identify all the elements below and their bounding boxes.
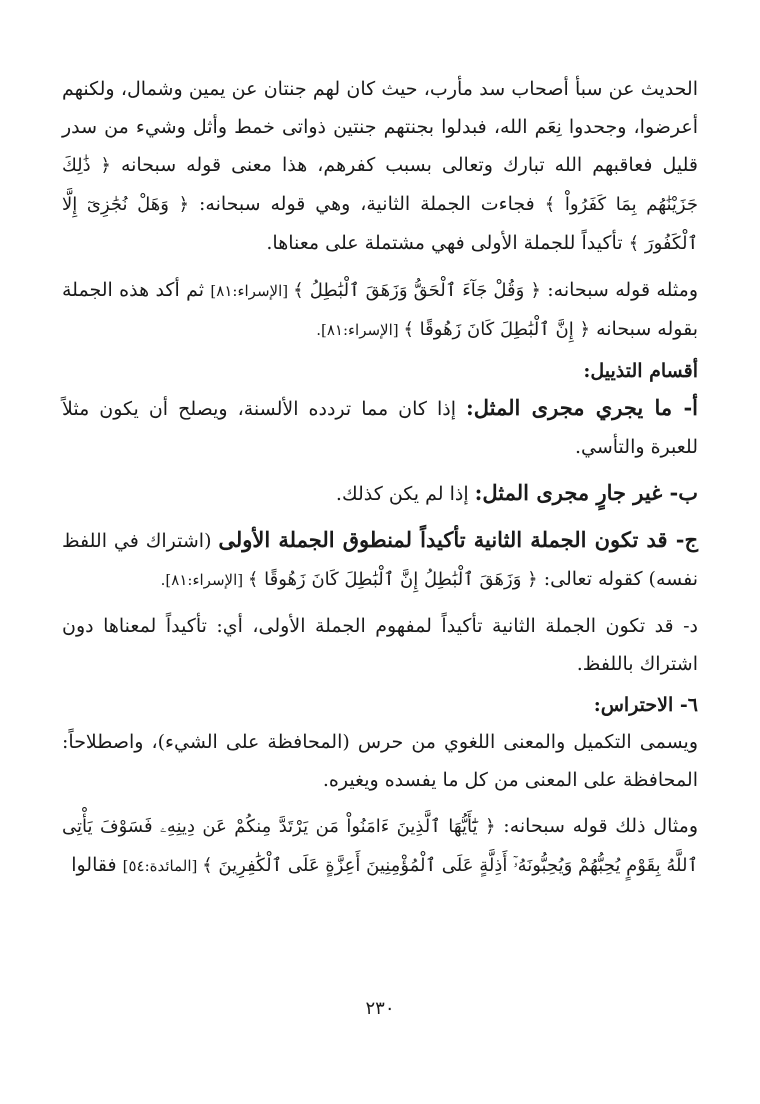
quran-verse: ﴿ يَٰٓأَيُّهَا ٱلَّذِينَ ءَامَنُواْ مَن يَرْتَدَّ مِنكُمْ عَن دِينِهِۦ فَسَوْفَ يَأْتِى ٱللَّهُ بِقَوْمٍ يُحِبُّهُمْ وَيُحِبُّونَهُۥٓ أَذِلَّةٍ عَلَى ٱلْمُؤْمِنِينَ أَعِزَّةٍ عَلَى ٱلْكَٰفِرِينَ ﴾ (62, 816, 698, 876)
quran-verse: ﴿ وَزَهَقَ ٱلْبَٰطِلُ إِنَّ ٱلْبَٰطِلَ كَانَ زَهُوقًا ﴾ (247, 569, 538, 590)
page-number: ٢٣٠ (365, 998, 395, 1019)
division-b-title: ب- غير جارٍ مجرى المثل: (474, 480, 698, 505)
quran-verse: ﴿ وَقُلْ جَآءَ ٱلْحَقُّ وَزَهَقَ ٱلْبَٰطِلُ ﴾ (293, 280, 541, 301)
division-b-text: إذا لم يكن كذلك. (335, 483, 475, 505)
division-a-text: إذا كان مما تردده الألسنة، ويصلح أن يكون مثلاً للعبرة والتأسي. (62, 398, 698, 458)
intro-text-3: تأكيداً للجملة الأولى فهي مشتملة على معناها. (266, 232, 629, 254)
ihtiras-definition: ويسمى التكميل والمعنى اللغوي من حرس (المحافظة على الشيء)، واصطلاحاً: المحافظة على المعنى من كل ما يفسده ويغيره. (62, 731, 698, 791)
quran-verse: ﴿ ذَٰلِكَ جَزَيْنَٰهُم بِمَا كَفَرُواْ ﴾ (62, 155, 698, 215)
section-heading-divisions: أقسام التذييل: (583, 360, 698, 382)
page-body (62, 70, 698, 885)
division-c-title: ج- قد تكون الجملة الثانية تأكيداً لمنطوق الجملة الأولى (218, 527, 698, 552)
verse-reference: [الإسراء:٨١] (210, 282, 294, 300)
section-heading-ihtiras: ٦- الاحتراس: (593, 694, 698, 716)
division-a-title: أ- ما يجري مجرى المثل: (466, 395, 698, 420)
intro-paragraph (62, 70, 698, 263)
ihtiras-example-intro: ومثال ذلك قوله سبحانه: (495, 815, 698, 837)
verse-reference: [الإسراء:٨١]. (316, 321, 404, 339)
example-paragraph (62, 271, 698, 349)
division-item-a (62, 389, 698, 466)
quran-verse: ﴿ إِنَّ ٱلْبَٰطِلَ كَانَ زَهُوقًا ﴾ (403, 319, 591, 340)
division-item-d: د- قد تكون الجملة الثانية تأكيداً لمفهوم الجملة الأولى، أي: تأكيداً لمعناها دون اشتراك باللفظ. (62, 615, 698, 675)
example-text-2: ثم أكد هذه الجملة بقوله سبحانه (62, 279, 698, 340)
division-item-b (62, 474, 698, 513)
verse-reference: [المائدة:٥٤] (122, 857, 203, 875)
verse-reference: [الإسراء:٨١]. (160, 571, 248, 589)
example-text-1: ومثله قوله سبحانه: (540, 279, 698, 301)
intro-text-2: فجاءت الجملة الثانية، وهي قوله سبحانه: (189, 193, 545, 215)
intro-text-1: الحديث عن سبأ أصحاب سد مأرب، حيث كان لهم جنتان عن يمين وشمال، ولكنهم أعرضوا، وجحدوا نِعَم الله، فبدلوا بجنتهم جنتين ذواتى خمط وأثل وشيء من سدر قليل فعاقبهم الله تبارك وتعالى بسبب كفرهم، هذا معنى قوله سبحانه (62, 78, 698, 176)
quran-verse: ﴿ وَهَلْ نُجَٰزِىٓ إِلَّا ٱلْكَفُورَ ﴾ (62, 194, 698, 254)
ihtiras-example (62, 807, 698, 885)
ihtiras-example-tail: فقالوا (71, 854, 123, 876)
division-c-text: (اشتراك في اللفظ نفسه) كقوله تعالى: (62, 530, 698, 590)
division-item-c (62, 521, 698, 599)
